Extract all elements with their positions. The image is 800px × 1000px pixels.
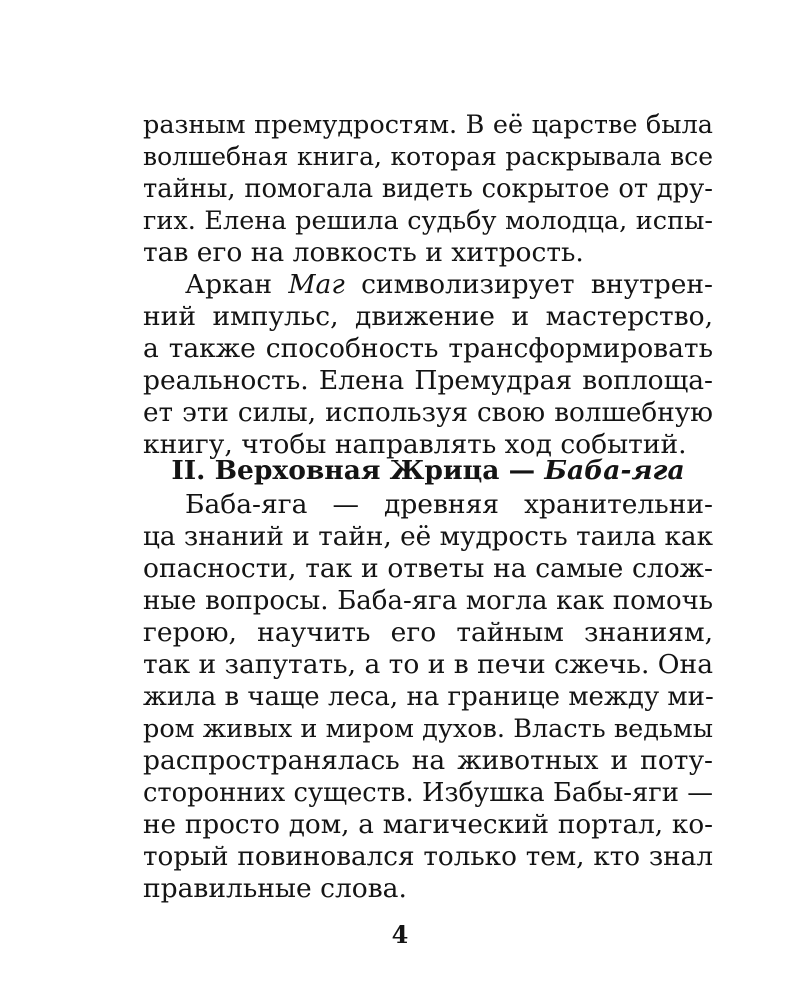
heading-number: II. Верховная Жрица — [171, 455, 545, 486]
paragraph-line: распространялась на животных и поту- [143, 745, 713, 776]
section-heading [143, 456, 713, 486]
paragraph-line: правильные слова. [143, 873, 407, 904]
page-number: 4 [391, 920, 409, 949]
paragraph-line: торый повиновался только тем, кто знал [143, 842, 713, 872]
paragraph-line: герою, научить его тайным знаниям, [143, 617, 713, 648]
text-run: Аркан [185, 269, 289, 300]
paragraph-line: разным премудростям. В её царстве была [143, 110, 713, 140]
heading-name: Баба-яга [544, 455, 685, 486]
paragraph-line: ром живых и миром духов. Власть ведьмы [143, 714, 713, 744]
paragraph-line: ет эти силы, используя свою волшебную [143, 398, 713, 428]
paragraph-line: опасности, так и ответы на самые слож- [143, 553, 713, 584]
paragraph-line: реальность. Елена Премудрая воплоща- [143, 365, 713, 396]
paragraph-line: книгу, чтобы направлять ход событий. [143, 429, 687, 460]
paragraph-line: волшебная книга, которая раскрывала все [143, 142, 713, 171]
paragraph-line: гих. Елена решила судьбу молодца, испы- [143, 206, 713, 236]
paragraph-line: ные вопросы. Баба-яга могла как помочь [143, 586, 713, 616]
emphasis-term: Маг [288, 269, 345, 300]
paragraph-first-line [185, 270, 713, 300]
paragraph-line: ний импульс, движение и мастерство, [143, 301, 713, 332]
paragraph-line: ца знаний и тайн, её мудрость таила как [143, 522, 713, 552]
text-run: символизирует внутрен- [344, 269, 714, 300]
paragraph-line: так и запутать, а то и в печи сжечь. Она [143, 649, 713, 680]
paragraph-first-line: Баба-яга — древняя хранительни- [185, 489, 713, 520]
paragraph-line: тайны, помогала видеть сокрытое от дру- [143, 174, 713, 204]
paragraph-line: тав его на ловкость и хитрость. [143, 237, 584, 268]
paragraph-line: а также способность трансформировать [143, 333, 713, 364]
paragraph-line: не просто дом, а магический портал, ко- [143, 810, 713, 840]
paragraph-line: сторонних существ. Избушка Бабы-яги — [143, 778, 713, 808]
paragraph-line: жила в чаще леса, на границе между ми- [143, 682, 714, 712]
